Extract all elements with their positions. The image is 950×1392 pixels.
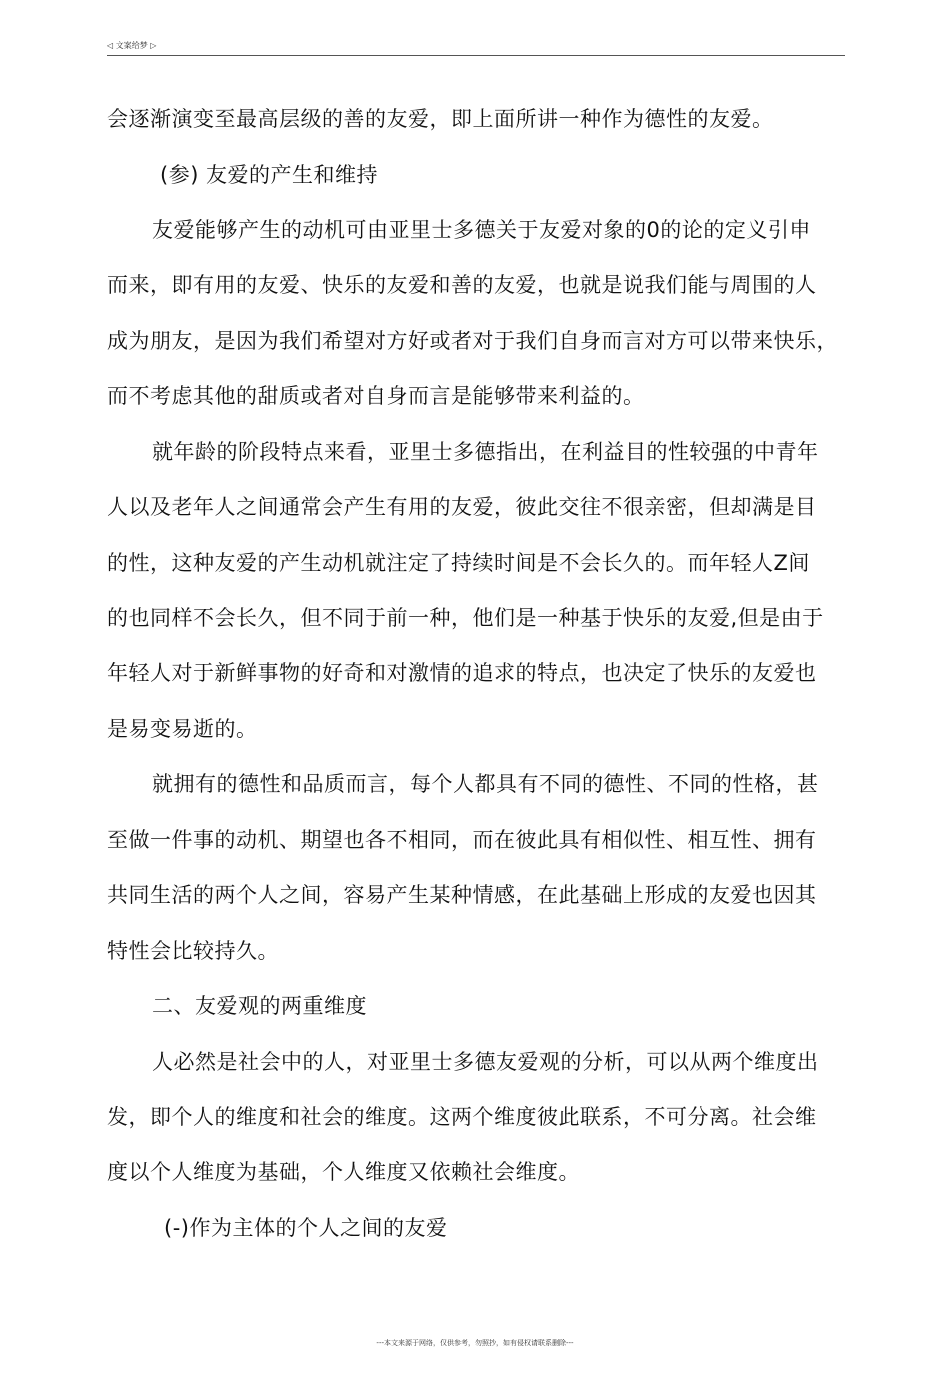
paragraph-line-4: 而来，即有用的友爱、快乐的友爱和善的友爱，也就是说我们能与周围的人	[107, 273, 817, 297]
paragraph-line-16: 特性会比较持久。	[107, 939, 279, 963]
paragraph-line-13: 就拥有的德性和品质而言，每个人都具有不同的德性、不同的性格，甚	[152, 772, 819, 796]
paragraph-line-6: 而不考虑其他的甜质或者对自身而言是能够带来利益的。	[107, 384, 645, 408]
paragraph-line-9: 的性，这种友爱的产生动机就注定了持续时间是不会长久的。而年轻人Z间	[107, 551, 810, 575]
page-footer: ---本文来源于网络，仅供参考，勿照抄，如有侵权请联系删除---	[376, 1339, 574, 1347]
section-heading-2: 二、友爱观的两重维度	[152, 994, 367, 1018]
paragraph-line-18: 人必然是社会中的人，对亚里士多德友爱观的分析，可以从两个维度出	[152, 1050, 819, 1074]
section-heading-3: (参) 友爱的产生和维持	[160, 163, 379, 187]
paragraph-line-15: 共同生活的两个人之间，容易产生某种情感，在此基础上形成的友爱也因其	[107, 883, 817, 907]
paragraph-line-3: 友爱能够产生的动机可由亚里士多德关于友爱对象的0的论的定义引申	[152, 218, 811, 242]
paragraph-line-11: 年轻人对于新鲜事物的好奇和对激情的追求的特点，也决定了快乐的友爱也	[107, 661, 817, 685]
paragraph-line-5: 成为朋友，是因为我们希望对方好或者对于我们自身而言对方可以带来快乐，	[107, 329, 838, 353]
paragraph-line-1: 会逐渐演变至最高层级的善的友爱，即上面所讲一种作为德性的友爱。	[107, 107, 774, 131]
paragraph-line-12: 是易变易逝的。	[107, 717, 258, 741]
subsection-heading-1: (-)作为主体的个人之间的友爱	[164, 1216, 448, 1240]
paragraph-line-7: 就年龄的阶段特点来看，亚里士多德指出，在利益目的性较强的中青年	[152, 440, 819, 464]
paragraph-line-8: 人以及老年人之间通常会产生有用的友爱，彼此交往不很亲密，但却满是目	[107, 495, 817, 519]
page-header	[107, 40, 845, 56]
paragraph-line-14: 至做一件事的动机、期望也各不相同，而在彼此具有相似性、相互性、拥有	[107, 828, 817, 852]
paragraph-line-20: 度以个人维度为基础，个人维度又依赖社会维度。	[107, 1160, 580, 1184]
paragraph-line-19: 发，即个人的维度和社会的维度。这两个维度彼此联系，不可分离。社会维	[107, 1105, 817, 1129]
header-logo-mark: ◁ 文案给梦 ▷	[107, 41, 157, 50]
paragraph-line-10: 的也同样不会长久，但不同于前一种，他们是一种基于快乐的友爱,但是由于	[107, 606, 824, 630]
